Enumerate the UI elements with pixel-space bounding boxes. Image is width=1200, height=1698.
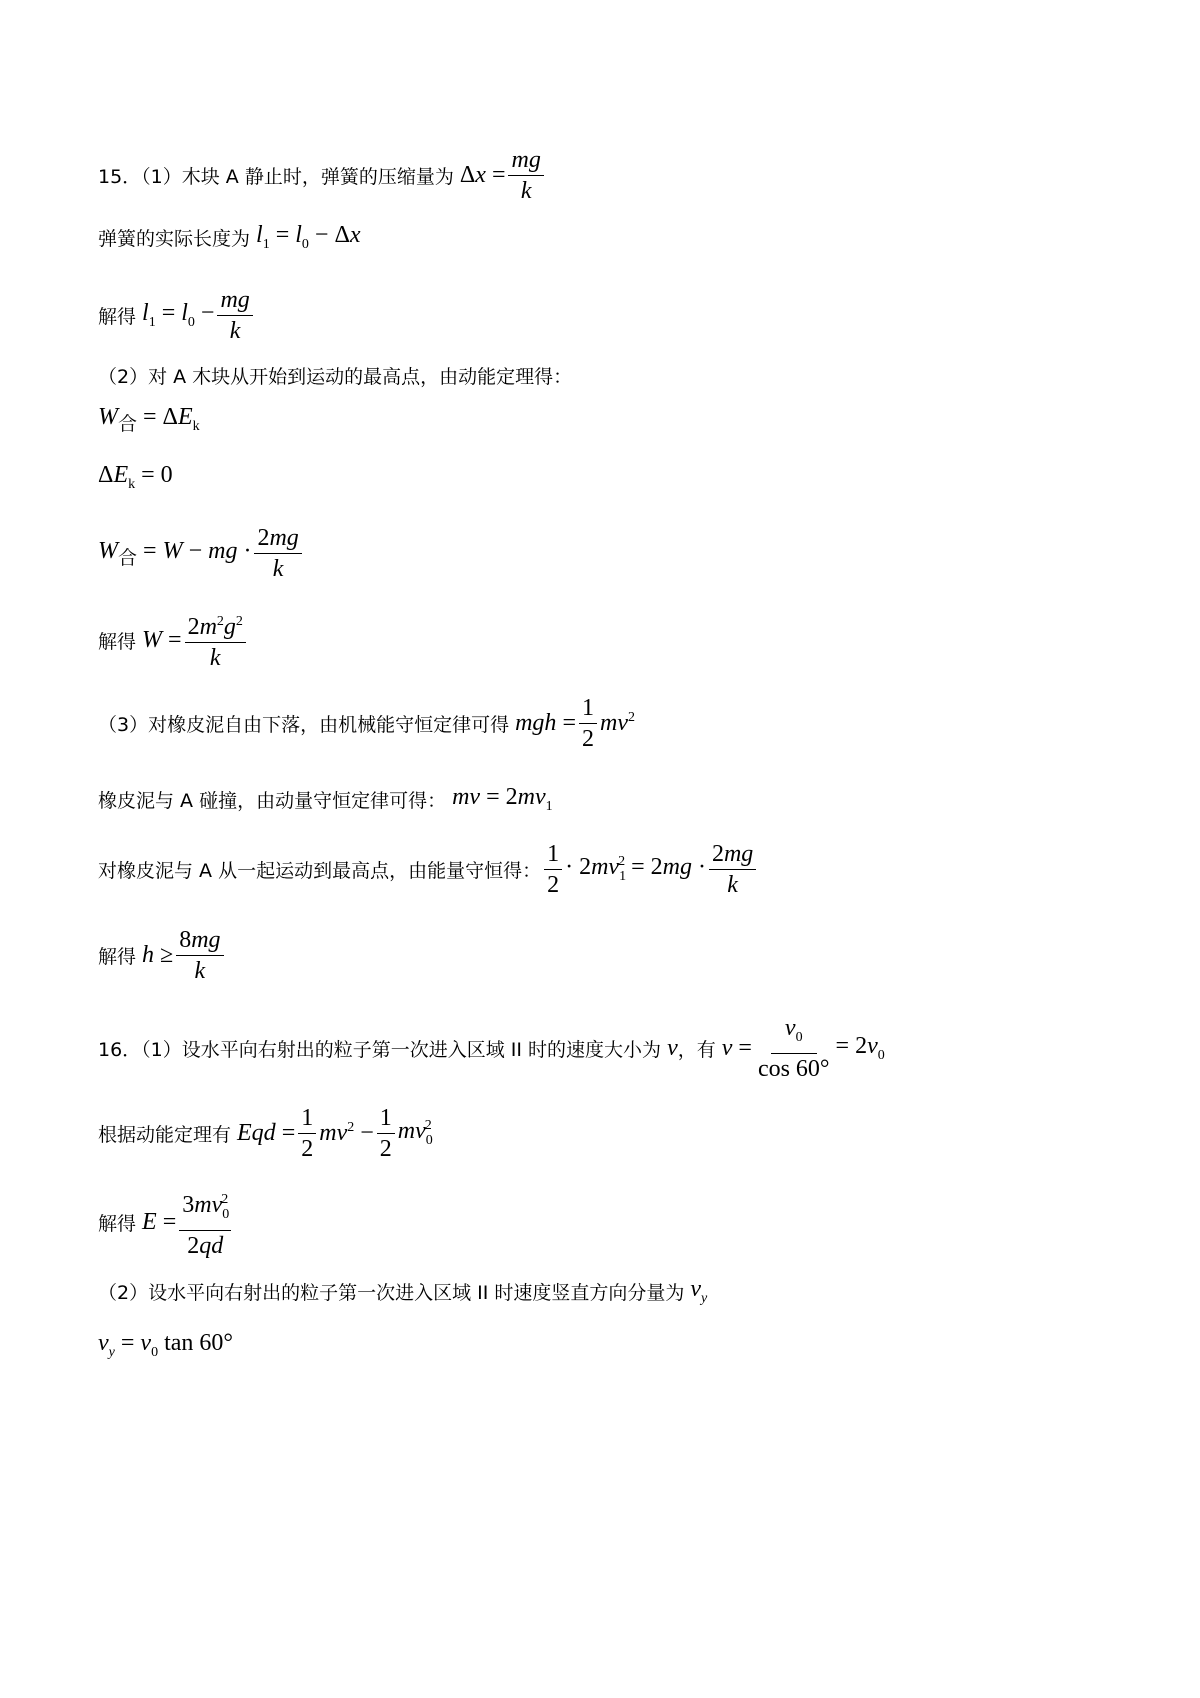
q15-line-compression: [98, 146, 547, 205]
symbol-vy: $v_y$: [684, 1276, 708, 1306]
q15-p3-collide: 橡皮泥与 A 碰撞，由动量守恒定律可得：: [98, 789, 447, 812]
formula-w-net: $W_合 = W$ − mg ·: [98, 537, 252, 569]
formula-energy-conservation: mgh =: [515, 710, 576, 736]
formula-work-theorem: $W_合 = \Delta E_k$: [98, 404, 200, 435]
q15-p3-energy: 对橡皮泥与 A 从一起运动到最高点，由能量守恒得：: [98, 860, 542, 882]
formula-delta-ek-zero: $\Delta E_k = 0$: [98, 462, 173, 492]
q15-p3-intro: （3）对橡皮泥自由下落，由机械能守恒定律可得: [98, 714, 510, 736]
q15-line-part3-intro: [98, 694, 635, 753]
q15-p1-intro: 15．（1）木块 A 静止时，弹簧的压缩量为: [98, 166, 454, 188]
formula-delta-x: Δx =: [453, 162, 506, 188]
q16-line-part2-intro: [98, 1276, 707, 1307]
q15-line-solve-w: [98, 608, 249, 672]
fraction-one-half: $\frac{1}{2}$: [298, 1104, 316, 1163]
q16-line-velocity: [98, 1014, 885, 1083]
formula-eqd: Eqd =: [237, 1120, 296, 1146]
fraction-one-half: $\frac{1}{2}$: [544, 840, 562, 899]
q16-p1-you: ，有: [677, 1038, 716, 1061]
formula-mv2: $mv^2$: [599, 710, 635, 736]
q15-line-solve-l1: [98, 286, 256, 345]
fraction-2mg-over-k: $\frac{2mg}{k}$: [709, 840, 756, 899]
formula-l1-result: $l_1 = l_0$ −: [142, 300, 215, 330]
formula-l1: $l_1 = l_0 - \Delta x$: [256, 222, 361, 252]
q15-solve-label: 解得: [98, 946, 137, 968]
q15-p1-len: 弹簧的实际长度为: [98, 227, 251, 250]
q15-line-energy-top: [98, 840, 759, 899]
q15-line-part2-intro: [98, 362, 572, 389]
formula-energy-top: · $2mv_1^2 = 2mg$ ·: [565, 854, 706, 884]
q15-solve-label: 解得: [98, 306, 137, 328]
fraction-8mg-over-k: $\frac{8mg}{k}$: [176, 926, 223, 985]
q16-p1-dyn: 根据动能定理有: [98, 1124, 232, 1146]
formula-momentum: mv = $2mv_1$: [452, 784, 553, 814]
q16-line-dynamics: [98, 1104, 432, 1163]
formula-h-result: h ≥: [142, 942, 174, 968]
symbol-v: v: [661, 1034, 678, 1061]
q15-line-momentum: [98, 784, 553, 815]
fraction-one-half: $\frac{1}{2}$: [579, 694, 597, 753]
formula-e-result: E =: [142, 1209, 177, 1236]
formula-mv0-sq: $mv_0^2$: [397, 1118, 433, 1148]
fraction-3mv02-over-2qd: $\frac{3mv_0^2}{2qd}$: [179, 1186, 231, 1260]
q15-line-length: [98, 222, 361, 253]
q15-line-delta-ek: [98, 462, 173, 493]
fraction-mg-over-k: $\frac{mg}{k}$: [217, 286, 252, 345]
fraction-2mg-over-k: $\frac{2mg}{k}$: [254, 524, 301, 583]
q15-line-solve-h: [98, 926, 227, 985]
q15-solve-label: 解得: [98, 630, 137, 653]
fraction-mg-over-k: $\frac{mg}{k}$: [508, 146, 543, 205]
fraction-v0-over-cos60: $\frac{v_0}{\cos 60^\circ}$: [757, 1015, 830, 1082]
formula-v-eq: v =: [721, 1034, 752, 1061]
formula-w-result: W =: [142, 626, 182, 653]
q15-line-work-theorem: [98, 404, 200, 436]
q16-solve-label: 解得: [98, 1213, 137, 1236]
q16-line-solve-e: [98, 1186, 234, 1260]
formula-2v0: = $2v_0$: [835, 1033, 885, 1063]
formula-vy-tan: $v_y = v_0$ tan 60°: [98, 1330, 233, 1360]
fraction-2m2g2-over-k: $\frac{2m^2g^2}{k}$: [185, 608, 246, 672]
q16-p1-intro: 16．（1）设水平向右射出的粒子第一次进入区域 II 时的速度大小为: [98, 1038, 662, 1061]
formula-kinetic-diff: $mv^2$ −: [319, 1120, 374, 1146]
q15-p2-intro: （2）对 A 木块从开始到运动的最高点，由动能定理得：: [98, 366, 573, 388]
q15-line-w-net: [98, 524, 305, 583]
fraction-one-half: $\frac{1}{2}$: [377, 1104, 395, 1163]
q16-line-vy: [98, 1330, 233, 1361]
q16-p2-intro: （2）设水平向右射出的粒子第一次进入区域 II 时速度竖直方向分量为: [98, 1281, 685, 1304]
